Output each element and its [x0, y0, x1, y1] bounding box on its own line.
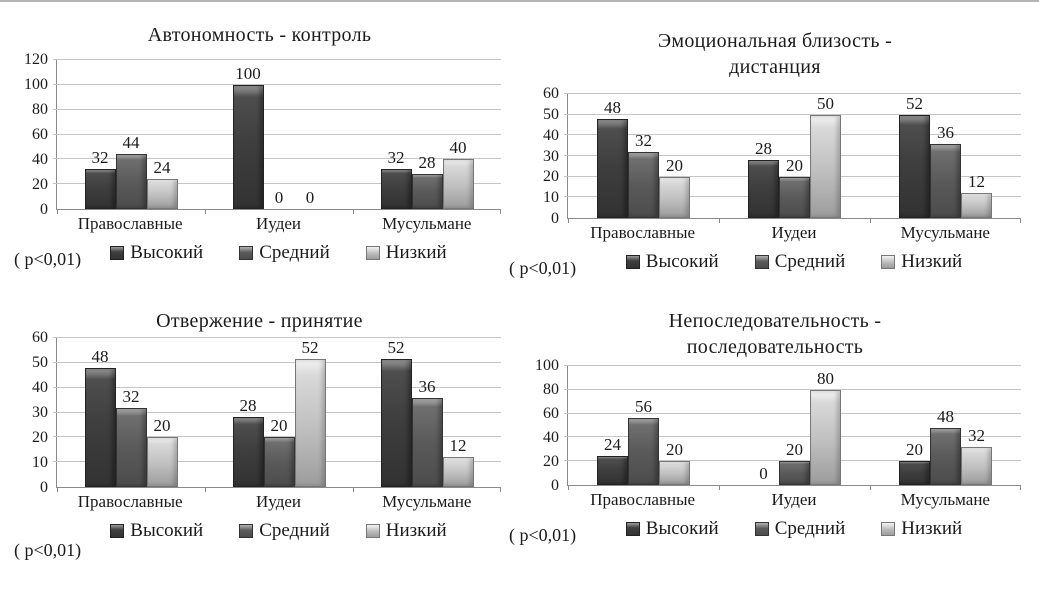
- y-axis-tick-label: 40: [543, 429, 559, 446]
- bar-value-label: 40: [449, 138, 467, 158]
- bar-group: [870, 366, 1021, 485]
- bar-wrapper: [930, 366, 961, 485]
- legend-item: [110, 520, 203, 542]
- category-label: Иудеи: [255, 492, 301, 511]
- legend-item: [881, 518, 962, 540]
- chart-title: Отвержение - принятие: [156, 310, 363, 332]
- bar-value-label: 48: [604, 97, 621, 117]
- y-axis-tick-label: 20: [543, 453, 559, 470]
- bar-value-label: 0: [274, 188, 284, 207]
- y-axis-tick-label: 0: [40, 201, 48, 218]
- x-axis-tick: [205, 487, 206, 492]
- plot-area: [56, 338, 501, 488]
- bar-value-label: 0: [759, 464, 768, 483]
- bar-wrapper: [381, 60, 412, 209]
- category-label: Мусульмане: [900, 223, 990, 242]
- legend-swatch: [881, 522, 895, 536]
- legend-label: Низкий: [385, 242, 447, 263]
- x-axis-tick: [568, 218, 569, 223]
- bar-wrapper: [85, 60, 116, 209]
- bar-wrapper: [779, 366, 810, 485]
- bar-value-label: 50: [817, 94, 834, 113]
- bar-value-label: 24: [153, 158, 171, 178]
- bar-group: [205, 338, 353, 487]
- legend-label: Средний: [259, 242, 330, 263]
- bar-groups: [568, 94, 1021, 218]
- bar-wrapper: [628, 94, 659, 218]
- legend-row: [509, 516, 1029, 556]
- chart-panel-rejection-acceptance: [0, 296, 519, 590]
- plot-area: [56, 60, 501, 210]
- legend-label: Высокий: [130, 520, 204, 541]
- x-axis-tick: [870, 485, 871, 490]
- chart-grid: [0, 2, 1039, 590]
- chart-title: Эмоциональная близость - дистанция: [657, 30, 893, 78]
- bar: [779, 177, 810, 218]
- bar: [233, 85, 264, 209]
- bar: [443, 159, 474, 209]
- category-label: Мусульмане: [382, 214, 472, 233]
- legend-swatch: [755, 522, 769, 536]
- legend-item: [110, 242, 203, 264]
- legend-row: [509, 249, 1029, 289]
- legend-swatch: [626, 255, 640, 269]
- category-label: Православные: [77, 214, 183, 233]
- legend: [56, 242, 501, 264]
- bar-wrapper: [147, 60, 178, 209]
- bar-value-label: 0: [305, 188, 315, 207]
- legend-item: [755, 251, 846, 273]
- bar: [412, 174, 443, 209]
- bar: [930, 428, 961, 485]
- bar-group: [353, 338, 501, 487]
- category-label: Иудеи: [255, 214, 301, 233]
- bar-wrapper: [748, 366, 779, 485]
- legend: [567, 518, 1021, 540]
- legend-item: [755, 518, 846, 540]
- bar-value-label: 100: [235, 63, 261, 83]
- bar-group: [353, 60, 501, 209]
- bar-wrapper: [597, 366, 628, 485]
- bar-wrapper: [233, 338, 264, 487]
- bar: [628, 152, 659, 218]
- legend-label: Низкий: [901, 251, 963, 272]
- plot-row: [521, 357, 1029, 494]
- y-axis-tick-label: 100: [535, 357, 559, 374]
- bar-wrapper: [443, 60, 474, 209]
- p-value-note: ( p<0,01): [14, 249, 82, 269]
- bar-value-label: 32: [968, 425, 985, 445]
- chart-panel-inconsistency-consistency: [509, 296, 1039, 590]
- y-axis-tick-label: 10: [32, 454, 48, 471]
- bar: [748, 160, 779, 218]
- bar: [899, 461, 930, 485]
- bar-value-label: 28: [418, 153, 436, 173]
- bar-groups: [57, 60, 501, 209]
- plot-row: [521, 85, 1029, 227]
- bar-value-label: 28: [755, 139, 772, 159]
- bar-group: [205, 60, 353, 209]
- legend-label: Высокий: [645, 251, 719, 272]
- bar: [443, 457, 474, 487]
- bar-wrapper: [810, 94, 841, 218]
- bar: [899, 115, 930, 218]
- bar: [85, 169, 116, 209]
- bar-wrapper: [810, 366, 841, 485]
- legend-item: [366, 520, 447, 542]
- plot-area: [567, 366, 1021, 486]
- legend: [567, 251, 1021, 273]
- bar: [85, 368, 116, 487]
- category-label: Иудеи: [771, 490, 817, 509]
- bar-group: [568, 94, 719, 218]
- x-axis-tick: [568, 485, 569, 490]
- bar: [961, 447, 992, 485]
- y-axis-tick-label: 30: [32, 404, 48, 421]
- x-axis-tick: [870, 218, 871, 223]
- x-axis-category-labels: [567, 223, 1021, 243]
- legend-label: Низкий: [385, 520, 447, 541]
- bar-value-label: 52: [387, 338, 405, 357]
- bar-value-label: 48: [937, 406, 954, 426]
- bar: [659, 461, 690, 485]
- legend-row: [10, 240, 509, 280]
- bar: [264, 437, 295, 487]
- bar-wrapper: [116, 338, 147, 487]
- legend-label: Высокий: [645, 518, 719, 539]
- y-axis-tick-label: 0: [551, 210, 559, 227]
- bar-groups: [568, 366, 1021, 485]
- legend-swatch: [110, 246, 124, 260]
- category-label: Мусульмане: [382, 492, 472, 511]
- chart-title: Автономность - контроль: [147, 24, 372, 46]
- chart-title: Непоследовательность - последовательность: [668, 310, 882, 358]
- bar-value-label: 32: [91, 148, 109, 168]
- bar-wrapper: [659, 94, 690, 218]
- y-axis-tick-label: 120: [24, 51, 48, 68]
- bar-value-label: 32: [122, 386, 140, 406]
- bar-wrapper: [779, 94, 810, 218]
- legend-swatch: [239, 524, 253, 538]
- legend-label: Низкий: [901, 518, 963, 539]
- chart-panel-emotional-closeness-distance: [509, 2, 1039, 296]
- y-axis-tick-label: 60: [543, 85, 559, 102]
- bar-wrapper: [233, 60, 264, 209]
- x-axis-tick: [719, 485, 720, 490]
- bar: [116, 154, 147, 209]
- bar-value-label: 28: [239, 396, 257, 416]
- y-axis-tick-label: 0: [40, 479, 48, 496]
- y-axis: [521, 85, 567, 227]
- bar: [628, 418, 659, 485]
- bar-wrapper: [961, 366, 992, 485]
- bar-wrapper: [412, 338, 443, 487]
- p-value-note: ( p<0,01): [14, 540, 82, 560]
- category-label: Православные: [590, 223, 696, 242]
- bar-wrapper: [748, 94, 779, 218]
- plot-row: [10, 329, 509, 496]
- legend-item: [239, 242, 330, 264]
- bar-value-label: 12: [449, 436, 467, 456]
- bar-value-label: 20: [786, 155, 803, 175]
- bar: [147, 437, 178, 487]
- bar-wrapper: [899, 94, 930, 218]
- bar-value-label: 20: [666, 440, 683, 460]
- bar-group: [57, 338, 205, 487]
- y-axis-tick-label: 60: [32, 126, 48, 143]
- bar: [930, 144, 961, 218]
- x-axis-tick: [353, 487, 354, 492]
- bar-wrapper: [295, 338, 326, 487]
- x-axis-tick: [57, 487, 58, 492]
- legend-item: [239, 520, 330, 542]
- x-axis-category-labels: [56, 214, 501, 234]
- bar-value-label: 20: [906, 440, 923, 460]
- bar-group: [719, 94, 870, 218]
- legend-item: [366, 242, 447, 264]
- bar-groups: [57, 338, 501, 487]
- legend-label: Средний: [774, 251, 846, 272]
- y-axis-tick-label: 80: [32, 101, 48, 118]
- bar-value-label: 20: [270, 416, 288, 436]
- bar-wrapper: [147, 338, 178, 487]
- legend-swatch: [755, 255, 769, 269]
- bar: [233, 417, 264, 487]
- x-axis-category-labels: [56, 492, 501, 512]
- bar-group: [57, 60, 205, 209]
- bar-value-label: 32: [635, 130, 652, 150]
- plot-row: [10, 51, 509, 218]
- bar: [810, 115, 841, 218]
- bar: [961, 193, 992, 218]
- y-axis-tick-label: 30: [543, 147, 559, 165]
- y-axis-tick-label: 60: [32, 329, 48, 346]
- category-label: Православные: [77, 492, 183, 511]
- bar: [597, 119, 628, 218]
- legend-swatch: [881, 255, 895, 269]
- y-axis-tick-label: 20: [543, 168, 559, 186]
- bar-wrapper: [659, 366, 690, 485]
- bar-group: [568, 366, 719, 485]
- bar-wrapper: [961, 94, 992, 218]
- category-label: Православные: [590, 490, 696, 509]
- y-axis: [10, 329, 56, 496]
- bar-wrapper: [381, 338, 412, 487]
- category-label: Мусульмане: [900, 490, 990, 509]
- x-axis-tick: [353, 209, 354, 214]
- y-axis-tick-label: 60: [543, 405, 559, 422]
- bar-value-label: 20: [153, 416, 171, 436]
- bar-value-label: 52: [906, 94, 923, 113]
- legend: [56, 520, 501, 542]
- bar-value-label: 44: [122, 133, 140, 153]
- bar-value-label: 24: [604, 435, 621, 455]
- chart-panel-autonomy-control: [0, 2, 519, 296]
- bar: [381, 359, 412, 487]
- bar: [659, 177, 690, 218]
- bar-value-label: 20: [666, 155, 683, 175]
- bar: [116, 408, 147, 487]
- x-axis-tick: [719, 218, 720, 223]
- bar-value-label: 80: [817, 368, 834, 388]
- y-axis: [10, 51, 56, 218]
- x-axis-tick: [57, 209, 58, 214]
- category-label: Иудеи: [771, 223, 817, 242]
- x-axis-tick: [1020, 485, 1021, 490]
- x-axis-tick: [500, 487, 501, 492]
- bar-wrapper: [930, 94, 961, 218]
- bar-wrapper: [628, 366, 659, 485]
- legend-swatch: [626, 522, 640, 536]
- bar-wrapper: [264, 338, 295, 487]
- bar: [412, 398, 443, 487]
- bar-value-label: 36: [418, 376, 436, 396]
- bar: [381, 169, 412, 209]
- legend-swatch: [366, 524, 380, 538]
- bar-wrapper: [85, 338, 116, 487]
- x-axis-category-labels: [567, 490, 1021, 510]
- bar: [810, 390, 841, 485]
- y-axis-tick-label: 40: [32, 379, 48, 396]
- y-axis-tick-label: 80: [543, 381, 559, 398]
- bar-value-label: 12: [968, 172, 985, 192]
- y-axis-tick-label: 20: [32, 176, 48, 193]
- bar: [779, 461, 810, 485]
- bar-group: [870, 94, 1021, 218]
- legend-label: Средний: [259, 520, 330, 541]
- legend-swatch: [239, 246, 253, 260]
- y-axis-tick-label: 40: [32, 151, 48, 168]
- bar: [147, 179, 178, 209]
- legend-item: [626, 251, 719, 273]
- legend-label: Средний: [774, 518, 846, 539]
- y-axis-tick-label: 50: [543, 105, 559, 123]
- x-axis-tick: [1020, 218, 1021, 223]
- y-axis-tick-label: 40: [543, 126, 559, 144]
- bar-value-label: 20: [786, 440, 803, 460]
- bar-wrapper: [443, 338, 474, 487]
- bar-value-label: 32: [387, 148, 405, 168]
- y-axis-tick-label: 50: [32, 354, 48, 371]
- bar-value-label: 48: [91, 346, 109, 366]
- legend-row: [10, 518, 509, 558]
- bar: [597, 456, 628, 485]
- bar-wrapper: [116, 60, 147, 209]
- bar-wrapper: [264, 60, 295, 209]
- p-value-note: ( p<0,01): [509, 525, 577, 545]
- y-axis-tick-label: 10: [543, 189, 559, 207]
- bar-value-label: 36: [937, 122, 954, 142]
- bar: [295, 359, 326, 487]
- bar-wrapper: [597, 94, 628, 218]
- legend-label: Высокий: [130, 242, 204, 263]
- x-axis-tick: [500, 209, 501, 214]
- plot-area: [567, 94, 1021, 219]
- legend-swatch: [366, 246, 380, 260]
- x-axis-tick: [205, 209, 206, 214]
- legend-item: [881, 251, 962, 273]
- y-axis-tick-label: 0: [551, 477, 559, 494]
- bar-value-label: 56: [635, 397, 652, 417]
- y-axis-tick-label: 100: [24, 76, 48, 93]
- legend-swatch: [110, 524, 124, 538]
- bar-wrapper: [412, 60, 443, 209]
- bar-group: [719, 366, 870, 485]
- legend-item: [626, 518, 719, 540]
- bar-value-label: 52: [301, 338, 319, 357]
- bar-wrapper: [899, 366, 930, 485]
- y-axis: [521, 357, 567, 494]
- bar-wrapper: [295, 60, 326, 209]
- y-axis-tick-label: 20: [32, 429, 48, 446]
- p-value-note: ( p<0,01): [509, 258, 577, 278]
